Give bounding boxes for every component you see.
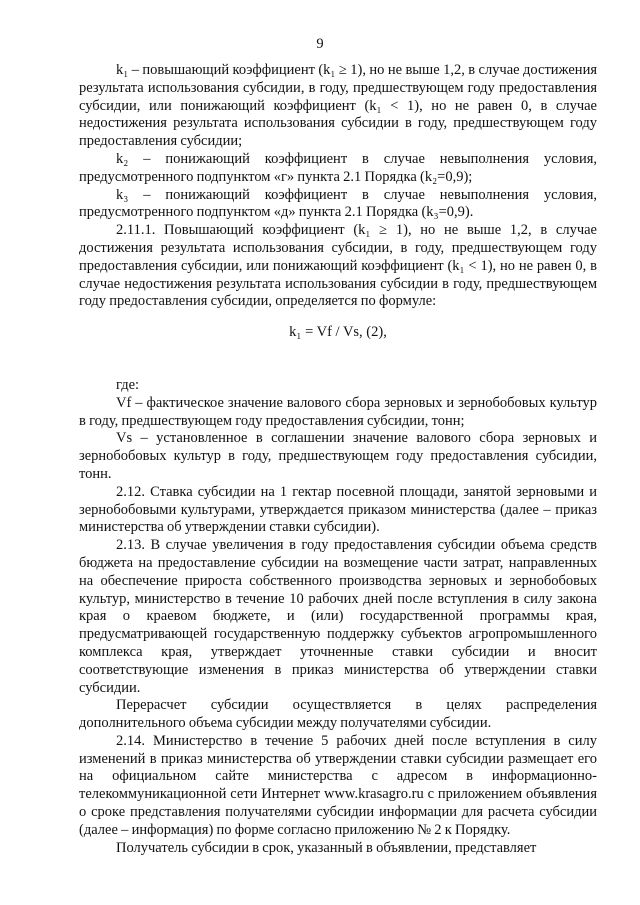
paragraph-where: где: bbox=[116, 376, 140, 393]
paragraph-2-14: 2.14. Министерство в течение 5 рабочих дней после вступления в силу изменений в приказ министерства об утверждении ставки субсидии размещает его на официальном сайте министерства с адресом в информационно-телекоммуникационной сети Интернет www.krasagro.ru с приложением объявления о сроке представления получателями субсидии информации для расчета субсидии (далее – информация) по форме согласно приложению № 2 к Порядку. bbox=[79, 732, 597, 838]
paragraph-k1-definition: k₁ – повышающий коэффициент (k₁ ≥ 1), но не выше 1,2, в случае достижения результата использования субсидии, в году, предшествующем году предоставления субсидии, или понижающий коэффициент (k₁ < 1), но не равен 0, в случае недостижения результата использования субсидии в году, предшествующем году предоставления субсидии; bbox=[79, 62, 597, 150]
paragraph-2-13: 2.13. В случае увеличения в году предоставления субсидии объема средств бюджета на предоставление субсидии на возмещение части затрат, направленных на обеспечение прироста собственного производства зерновых и зернобобовых культур, министерство в течение 10 рабочих дней после вступления в силу закона края о краевом бюджете, и (или) государственной программы края, предусматривающей государственную поддержку субъектов агропромышленного комплекса края, утверждает уточненные ставки субсидии и вносит соответствующие изменения в приказ министерства об утверждении ставки субсидии. bbox=[79, 537, 597, 696]
paragraph-recalculation: Перерасчет субсидии осуществляется в целях распределения дополнительного объема субсидии между получателями субсидии. bbox=[79, 697, 597, 732]
formula: k₁ = Vf / Vs, (2), bbox=[289, 324, 387, 341]
paragraph-2-11-1: 2.11.1. Повышающий коэффициент (k₁ ≥ 1), но не выше 1,2, в случае достижения результата использования субсидии, в году, предшествующем году предоставления субсидии, или понижающий коэффициент (k₁ < 1), но не равен 0, в случае недостижения результата использования субсидии в году, предшествующем году предоставления субсидии, определяется по формуле: bbox=[79, 222, 597, 310]
paragraph-recipient: Получатель субсидии в срок, указанный в объявлении, представляет bbox=[116, 839, 537, 856]
paragraph-vf-definition: Vf – фактическое значение валового сбора зерновых и зернобобовых культур в году, предшествующем году предоставления субсидии, тонн; bbox=[79, 394, 597, 429]
paragraph-vs-definition: Vs – установленное в соглашении значение валового сбора зерновых и зернобобовых культур в году, предшествующем году предоставления субсидии, тонн. bbox=[79, 430, 597, 482]
paragraph-k2-definition: k₂ – понижающий коэффициент в случае невыполнения условия, предусмотренного подпунктом «г» пункта 2.1 Порядка (k₂=0,9); bbox=[79, 150, 597, 185]
page-number: 9 bbox=[316, 36, 324, 52]
paragraph-2-12: 2.12. Ставка субсидии на 1 гектар посевной площади, занятой зерновыми и зернобобовыми культурами, утверждается приказом министерства (далее – приказ министерства об утверждении ставки субсидии). bbox=[79, 483, 597, 536]
paragraph-k3-definition: k₃ – понижающий коэффициент в случае невыполнения условия, предусмотренного подпунктом «д» пункта 2.1 Порядка (k₃=0,9). bbox=[79, 186, 597, 221]
document-body bbox=[79, 62, 597, 857]
